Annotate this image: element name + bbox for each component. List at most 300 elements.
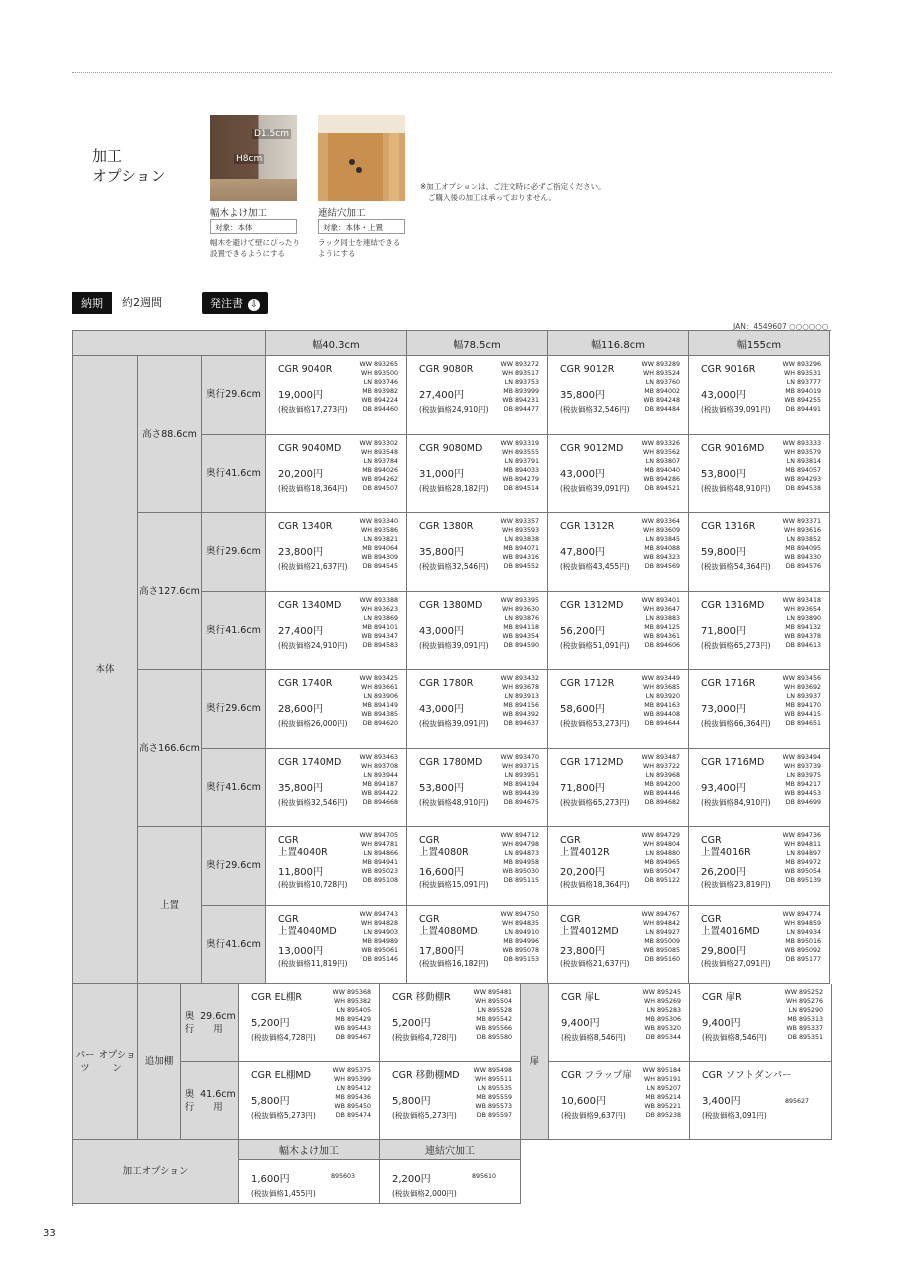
process-desc (210, 237, 300, 259)
color-code: MB 894095 (785, 545, 821, 552)
color-code: LN 895535 (477, 1085, 512, 1092)
product-cell (407, 670, 548, 749)
color-codes (642, 674, 681, 728)
model-line: 上置4040MD (278, 925, 337, 937)
height-label (138, 670, 202, 827)
height-tag: H8cm (236, 154, 263, 164)
product-cell (548, 749, 689, 828)
color-code: LN 894897 (786, 850, 821, 857)
label-line: 奥行 (206, 703, 226, 715)
model-line: CGR EL棚R (251, 992, 303, 1003)
desc-line: ラック同士を連結できる (318, 238, 401, 247)
color-code: WW 893289 (641, 361, 680, 368)
model-line: 上置4080MD (419, 925, 478, 937)
model-line: CGR (560, 913, 581, 925)
model-name (419, 521, 473, 533)
model-line: CGR フラップ扉 (561, 1070, 632, 1081)
price: 29,800円 (701, 945, 746, 957)
color-code: MB 894217 (785, 780, 821, 788)
product-cell (689, 356, 830, 435)
product-cell (689, 670, 830, 749)
price: 10,600円 (561, 1096, 606, 1107)
model-line: CGR 9016MD (701, 442, 765, 454)
depth-label (181, 984, 239, 1062)
product-cell (689, 513, 830, 592)
order-label: 発注書 (210, 297, 243, 310)
price: 3,400円 (702, 1096, 741, 1107)
color-code: WB 894385 (361, 711, 398, 718)
color-code: DB 895139 (785, 877, 821, 884)
price: 26,200円 (701, 867, 746, 878)
product-cell (407, 592, 548, 671)
model-line: 上置4040R (278, 847, 328, 858)
model-line: CGR 扉R (702, 992, 742, 1003)
color-code: WB 894378 (784, 632, 821, 640)
price: 56,200円 (560, 625, 605, 637)
color-code: LN 893937 (786, 693, 821, 700)
color-code: WW 893296 (782, 361, 821, 368)
color-code: WH 895511 (474, 1076, 512, 1083)
color-code: WB 894309 (361, 554, 398, 561)
body-label: 本体 (73, 356, 138, 984)
color-codes (642, 831, 681, 885)
color-code: WB 894408 (643, 711, 680, 718)
color-code: WH 893517 (501, 370, 539, 377)
color-codes (783, 674, 822, 728)
product-cell (407, 749, 548, 828)
label-line: 奥行 (206, 781, 226, 793)
label-line: 41.6cm (225, 781, 261, 793)
color-codes (785, 1097, 809, 1106)
color-code: WB 894224 (361, 397, 398, 404)
tax-excluded-price: (税抜価格3,091円) (702, 1111, 767, 1120)
color-code: DB 894590 (503, 641, 539, 649)
color-code: WH 893562 (642, 448, 680, 456)
section-title-line: オプション (92, 167, 166, 185)
color-code: DB 894477 (503, 406, 539, 413)
color-code: LN 895405 (336, 1007, 371, 1014)
color-codes (360, 674, 399, 728)
price: 27,400円 (278, 625, 323, 637)
color-code: WW 894712 (500, 832, 539, 839)
model-name (701, 364, 755, 376)
product-cell (266, 435, 407, 514)
label-line: 29.6cm (225, 860, 261, 872)
color-codes (642, 439, 681, 493)
color-code: DB 895146 (362, 955, 398, 963)
model-line: CGR 1380R (419, 521, 474, 532)
model-line: CGR 1380MD (419, 599, 483, 611)
model-name (419, 914, 478, 938)
product-cell (266, 592, 407, 671)
download-icon: ⇩ (248, 299, 260, 311)
color-code: WB 894323 (643, 554, 680, 561)
color-code: LN 893753 (504, 379, 539, 386)
color-code: WB 894347 (361, 632, 398, 640)
label-line: 41.6cm (225, 467, 261, 479)
label-line: 高さ (139, 742, 159, 754)
model-line: CGR 1780MD (419, 756, 483, 768)
tax-excluded-price: (税抜価格16,182円) (419, 958, 489, 968)
label-line: 29.6cm (225, 703, 261, 715)
price: 5,800円 (251, 1096, 290, 1107)
color-code: LN 893869 (363, 614, 398, 622)
color-code: WH 893678 (501, 684, 539, 691)
color-code: WH 893593 (501, 527, 539, 534)
color-code: WB 895023 (361, 868, 398, 875)
desc-line: 設置できるようにする (210, 249, 285, 258)
process-target: 対象：本体 (210, 219, 297, 234)
model-line: CGR 9080R (419, 364, 474, 375)
model-line: CGR ソフトダンパー (702, 1070, 792, 1081)
color-code: MB 893999 (503, 388, 539, 395)
color-code: LN 894880 (645, 850, 680, 857)
color-code: WH 893708 (360, 762, 398, 770)
color-code: MB 895016 (785, 937, 821, 945)
color-code: WH 893586 (360, 527, 398, 534)
color-code: WH 893531 (783, 370, 821, 377)
page-number: 33 (43, 1228, 56, 1239)
price: 11,800円 (278, 867, 323, 878)
model-name (251, 1070, 311, 1082)
color-codes (360, 753, 399, 807)
color-code: DB 894569 (644, 563, 680, 570)
header-blank (73, 331, 266, 356)
color-code: LN 893968 (645, 771, 680, 779)
color-codes (360, 596, 399, 650)
model-line: CGR (278, 835, 299, 846)
color-codes (501, 910, 540, 964)
color-code: MB 894118 (503, 623, 539, 631)
tax-excluded-price: (税抜価格21,637円) (560, 958, 630, 968)
color-code: WW 893326 (641, 439, 680, 447)
color-code: LN 893821 (363, 536, 398, 543)
color-code: WH 894842 (642, 919, 680, 927)
color-code: WH 894781 (360, 841, 398, 848)
model-name (419, 835, 469, 859)
color-code: WW 893449 (641, 675, 680, 682)
model-name (560, 600, 623, 612)
processing-price-cell (380, 1160, 521, 1204)
color-code: WB 894330 (784, 554, 821, 561)
desc-line: ようにする (318, 249, 356, 258)
baseboard-cut-photo (210, 115, 297, 201)
color-code: DB 894682 (644, 798, 680, 806)
panel-top (318, 115, 405, 133)
model-name (701, 678, 755, 690)
door-label: 扉 (521, 984, 549, 1140)
tax-excluded-price: (税抜価格27,091円) (701, 958, 771, 968)
product-cell (689, 749, 830, 828)
model-name (560, 521, 614, 533)
dotted-divider (72, 72, 832, 73)
color-code: WH 895269 (643, 998, 681, 1005)
model-line: CGR 9012MD (560, 442, 624, 454)
color-code: WB 894415 (784, 711, 821, 718)
color-codes (474, 1066, 513, 1120)
color-code: MB 894170 (785, 702, 821, 709)
price: 23,800円 (560, 945, 605, 957)
color-code: MB 894996 (503, 937, 539, 945)
tax-excluded-price: (税抜価格32,546円) (419, 562, 489, 571)
color-codes (501, 360, 540, 414)
model-name (560, 835, 610, 859)
color-codes (501, 831, 540, 885)
tax-excluded-price: (税抜価格65,273円) (701, 640, 771, 650)
color-code: WH 893548 (360, 448, 398, 456)
color-code: WW 894774 (782, 910, 821, 918)
product-cell (690, 1062, 832, 1140)
color-code: WH 893555 (501, 448, 539, 456)
color-code: DB 894699 (785, 798, 821, 806)
process-target: 対象：本体・上置 (318, 219, 405, 234)
delivery-label: 納期 (72, 292, 112, 314)
model-line: 上置4012R (560, 847, 610, 858)
color-code: MB 894958 (503, 859, 539, 866)
color-code: WW 893470 (500, 753, 539, 761)
color-code: MB 894132 (785, 623, 821, 631)
parts-option-label (73, 984, 138, 1140)
color-codes (642, 753, 681, 807)
color-code: WW 893265 (359, 361, 398, 368)
bolt-icon (356, 167, 362, 173)
product-cell (689, 592, 830, 671)
color-code: MB 894064 (362, 545, 398, 552)
color-code: WW 893371 (782, 518, 821, 525)
color-code: WH 895399 (333, 1076, 371, 1083)
label-line: 166.6cm (158, 742, 200, 754)
tax-excluded-price: (税抜価格4,728円) (251, 1033, 316, 1042)
color-code: MB 893982 (362, 388, 398, 395)
delivery-value: 約2週間 (122, 296, 162, 309)
product-cell (549, 984, 690, 1062)
color-code: WW 894767 (641, 910, 680, 918)
tax-excluded-price: (税抜価格21,637円) (278, 562, 348, 571)
model-name (701, 600, 764, 612)
label-line: パーツ (75, 1049, 95, 1074)
price: 35,800円 (278, 782, 323, 794)
color-code: DB 894620 (362, 720, 398, 727)
color-codes (360, 517, 399, 571)
tax-excluded-price: (税抜価格5,273円) (392, 1111, 457, 1120)
model-line: CGR 扉L (561, 992, 600, 1003)
tax-excluded-price: (税抜価格39,091円) (701, 405, 771, 414)
model-line: 上置4012MD (560, 925, 619, 937)
label-line: 奥行 (206, 389, 226, 401)
price: 71,800円 (560, 782, 605, 794)
model-line: CGR 移動棚MD (392, 1070, 460, 1081)
color-code: WW 893418 (782, 596, 821, 604)
width-header: 幅155cm (689, 331, 830, 356)
model-name (419, 757, 482, 769)
price: 5,800円 (392, 1096, 431, 1107)
color-code: MB 895542 (476, 1016, 512, 1023)
label-line: 高さ (139, 585, 159, 597)
color-code: WB 895047 (643, 868, 680, 875)
color-code: DB 895580 (476, 1034, 512, 1041)
model-name (419, 678, 473, 690)
label-line: 奥行 (184, 1010, 195, 1035)
color-code: LN 893890 (786, 614, 821, 622)
model-name (560, 914, 619, 938)
model-line: CGR 1316MD (701, 599, 765, 611)
color-code: DB 894606 (644, 641, 680, 649)
color-code: WH 893661 (360, 684, 398, 691)
color-code: DB 895177 (785, 955, 821, 963)
tax-excluded-price: (税抜価格15,091円) (419, 880, 489, 889)
processing-option-label: 加工オプション (73, 1140, 239, 1204)
product-cell (239, 984, 380, 1062)
color-code: DB 895467 (335, 1034, 371, 1041)
color-code: MB 894125 (644, 623, 680, 631)
note-line: ※加工オプションは、ご注文時に必ずご指定ください。 (420, 182, 606, 191)
color-code: DB 895238 (645, 1112, 681, 1119)
color-codes (783, 517, 822, 571)
color-code: WW 894736 (782, 832, 821, 839)
tax-excluded-price: (税抜価格65,273円) (560, 797, 630, 807)
shelf-label: 追加棚 (138, 984, 181, 1140)
product-cell (266, 670, 407, 749)
model-name (560, 678, 614, 690)
price: 43,000円 (560, 468, 605, 480)
color-code: DB 894644 (644, 720, 680, 727)
color-codes (642, 596, 681, 650)
tax-excluded-price: (税抜価格66,364円) (701, 719, 771, 728)
color-code: MB 895313 (787, 1016, 823, 1023)
color-codes (333, 988, 372, 1042)
model-line: CGR 移動棚R (392, 992, 451, 1003)
color-code: WB 895092 (784, 946, 821, 954)
price: 58,600円 (560, 704, 605, 715)
tax-excluded-price: (税抜価格17,273円) (278, 405, 348, 414)
color-code: LN 893951 (504, 771, 539, 779)
color-codes (783, 596, 822, 650)
color-code: LN 893920 (645, 693, 680, 700)
color-code: DB 895122 (644, 877, 680, 884)
tax-excluded-price: (税抜価格53,273円) (560, 719, 630, 728)
price: 1,600円 (251, 1174, 290, 1185)
model-name (419, 443, 482, 455)
color-code: LN 893791 (504, 457, 539, 465)
tax-excluded-price: (税抜価格1,455円) (251, 1189, 316, 1198)
color-code: WW 893456 (782, 675, 821, 682)
color-code: DB 894576 (785, 563, 821, 570)
model-name (278, 521, 332, 533)
model-line: CGR 1312MD (560, 599, 624, 611)
depth-label (202, 670, 266, 749)
color-codes (783, 439, 822, 493)
color-code: MB 895009 (644, 937, 680, 945)
label-line: 奥行 (206, 624, 226, 636)
price: 23,800円 (278, 547, 323, 558)
price: 35,800円 (419, 547, 464, 558)
model-name (278, 443, 341, 455)
color-code: MB 895429 (335, 1016, 371, 1023)
color-code: MB 894200 (644, 780, 680, 788)
model-name (278, 914, 337, 938)
color-code: WW 893357 (500, 518, 539, 525)
model-line: CGR 1716MD (701, 756, 765, 768)
connection-hole-photo (318, 115, 405, 201)
color-codes (783, 753, 822, 807)
color-code: MB 895306 (645, 1016, 681, 1023)
model-name (278, 364, 332, 376)
color-code: WB 895078 (502, 946, 539, 954)
price: 20,200円 (278, 468, 323, 480)
width-header: 幅78.5cm (407, 331, 548, 356)
tax-excluded-price: (税抜価格24,910円) (419, 405, 489, 414)
color-code: DB 895351 (787, 1034, 823, 1041)
color-code: MB 894040 (644, 466, 680, 474)
label-line: 奥行 (206, 546, 226, 558)
color-code: LN 893906 (363, 693, 398, 700)
price: 71,800円 (701, 625, 746, 637)
label-line: 127.6cm (158, 585, 200, 597)
color-code: LN 893807 (645, 457, 680, 465)
color-codes (474, 988, 513, 1042)
color-code: LN 895528 (477, 1007, 512, 1014)
color-code: WH 895191 (643, 1076, 681, 1083)
color-code: WW 894729 (641, 832, 680, 839)
color-code: WB 895320 (644, 1025, 681, 1032)
color-code: LN 894873 (504, 850, 539, 857)
color-code: LN 894910 (504, 928, 539, 936)
color-code: DB 895115 (503, 877, 539, 884)
color-code: MB 894026 (362, 466, 398, 474)
product-cell (239, 1062, 380, 1140)
model-name (560, 443, 623, 455)
color-codes (333, 1066, 372, 1120)
tax-excluded-price: (税抜価格28,182円) (419, 483, 489, 493)
color-code: DB 895597 (476, 1112, 512, 1119)
model-name (251, 992, 302, 1004)
price: 59,800円 (701, 547, 746, 558)
color-code: LN 893913 (504, 693, 539, 700)
tax-excluded-price: (税抜価格39,091円) (419, 640, 489, 650)
color-code: WW 893395 (500, 596, 539, 604)
tax-excluded-price: (税抜価格24,910円) (278, 640, 348, 650)
color-code: WH 894835 (501, 919, 539, 927)
color-code: LN 893883 (645, 614, 680, 622)
model-name (560, 757, 623, 769)
color-code: WB 894293 (784, 475, 821, 483)
color-code: WB 894439 (502, 789, 539, 797)
product-cell (266, 356, 407, 435)
model-name (392, 992, 451, 1004)
color-codes (360, 439, 399, 493)
note-line: ご購入後の加工は承っておりません。 (428, 193, 556, 202)
color-code: DB 894675 (503, 798, 539, 806)
order-form-button[interactable] (202, 292, 268, 314)
price: 53,800円 (701, 468, 746, 480)
product-cell (407, 435, 548, 514)
color-code: MB 894101 (362, 623, 398, 631)
model-line: CGR 1316R (701, 521, 756, 532)
color-code: 895610 (472, 1173, 497, 1180)
panel-face (328, 133, 383, 201)
color-code: LN 895290 (788, 1007, 823, 1014)
color-code: LN 893876 (504, 614, 539, 622)
color-code: WH 893722 (642, 762, 680, 770)
color-code: WW 894705 (359, 832, 398, 839)
depth-label (202, 356, 266, 435)
color-code: WW 895481 (473, 989, 512, 996)
tax-excluded-price: (税抜価格51,091円) (560, 640, 630, 650)
model-line: CGR (560, 835, 581, 846)
model-name (701, 914, 760, 938)
depth-label (202, 592, 266, 671)
price: 47,800円 (560, 547, 605, 558)
